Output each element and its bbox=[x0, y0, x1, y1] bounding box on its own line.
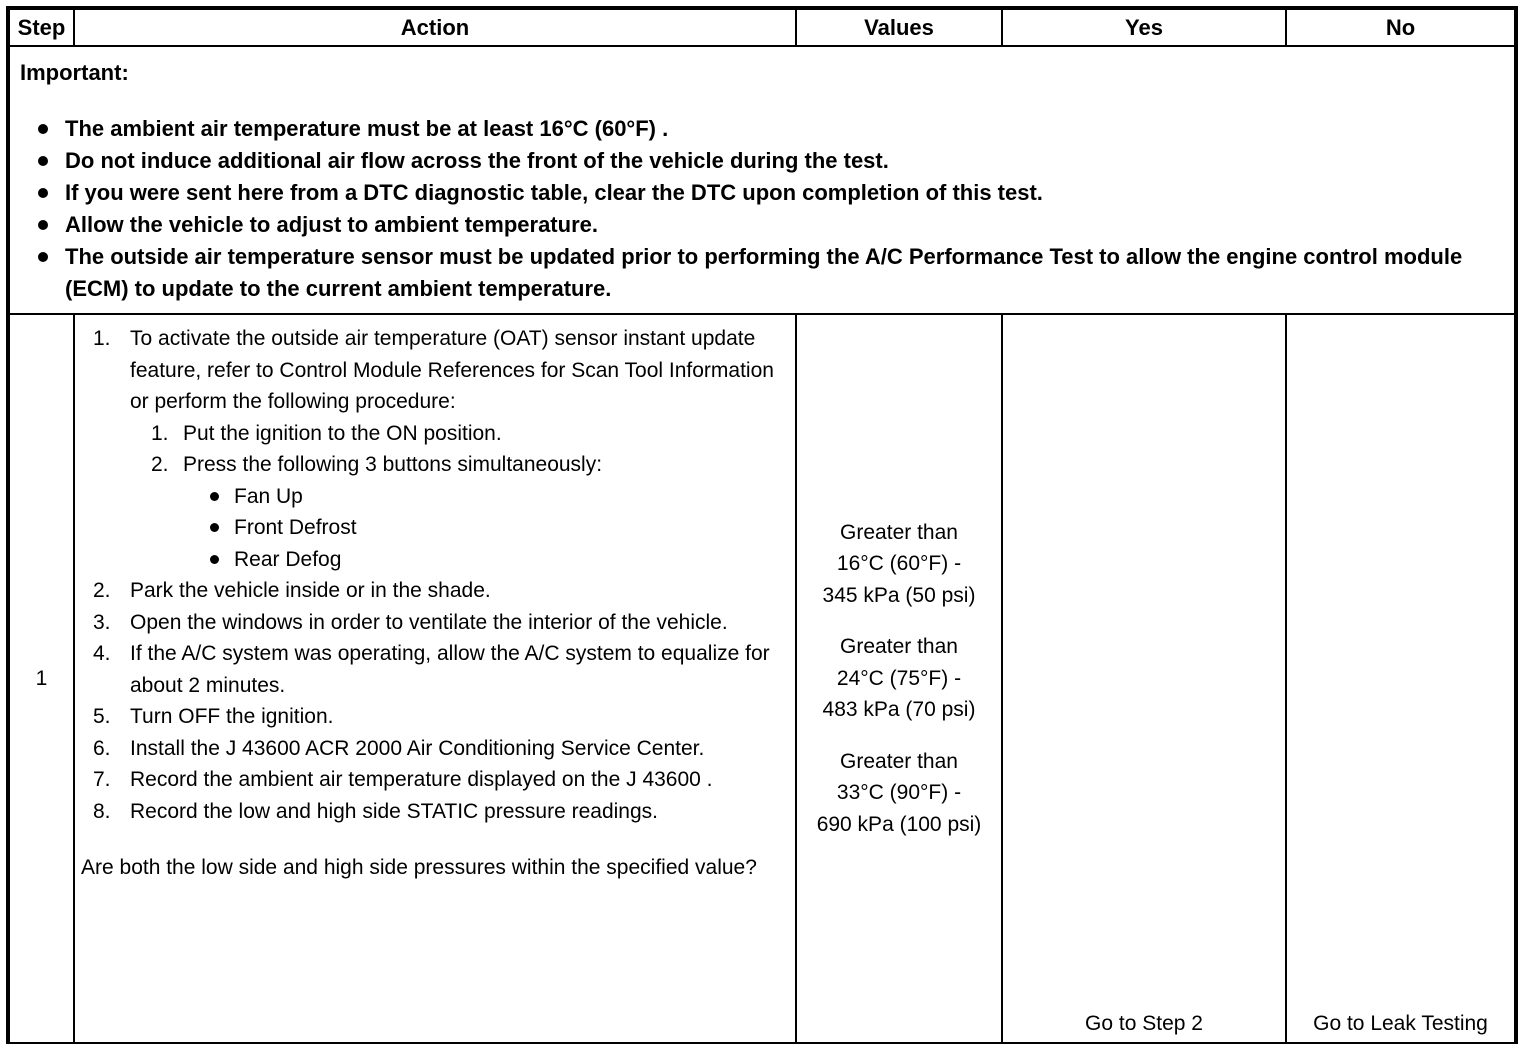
bullet-icon bbox=[210, 555, 219, 564]
important-bullet-item bbox=[20, 177, 1502, 209]
value-line: 24°C (75°F) - bbox=[836, 666, 962, 690]
important-bullet-item bbox=[20, 113, 1502, 145]
action-step-text: Park the vehicle inside or in the shade. bbox=[130, 579, 491, 602]
important-bullet-text: If you were sent here from a DTC diagnostic table, clear the DTC upon completion of this test. bbox=[65, 180, 1043, 205]
important-bullet-text: The ambient air temperature must be at least 16°C (60°F) . bbox=[65, 116, 669, 141]
action-sub-text: Press the following 3 buttons simultaneously: bbox=[183, 453, 603, 476]
important-bullet-item bbox=[20, 241, 1502, 305]
bullet-icon bbox=[38, 156, 48, 166]
column-header-yes: Yes bbox=[1002, 8, 1286, 46]
value-line: 345 kPa (50 psi) bbox=[822, 583, 976, 607]
action-question: Are both the low side and high side pressures within the specified value? bbox=[81, 856, 757, 879]
action-step-item bbox=[93, 575, 787, 607]
action-step-item bbox=[93, 638, 787, 701]
important-bullet-text: Allow the vehicle to adjust to ambient temperature. bbox=[65, 212, 598, 237]
values-cell bbox=[796, 314, 1002, 1044]
list-number: 2. bbox=[151, 453, 169, 476]
action-step-text: Record the ambient air temperature displayed on the J 43600 . bbox=[130, 768, 713, 791]
value-line: Greater than bbox=[840, 749, 958, 773]
important-bullet-text: Do not induce additional air flow across the front of the vehicle during the test. bbox=[65, 148, 889, 173]
action-step-text: Open the windows in order to ventilate the interior of the vehicle. bbox=[130, 610, 728, 634]
action-step-item bbox=[93, 701, 787, 733]
list-number: 2. bbox=[93, 579, 111, 602]
important-cell bbox=[8, 46, 1516, 314]
value-spec-group bbox=[799, 746, 999, 841]
list-number: 1. bbox=[93, 327, 111, 350]
bullet-icon bbox=[210, 523, 219, 532]
action-step-text: To activate the outside air temperature (OAT) sensor instant update feature, refer to Control Module References for Scan Tool Information or perform the following procedure: bbox=[130, 327, 774, 413]
button-bullet-item bbox=[210, 481, 787, 513]
value-line: 690 kPa (100 psi) bbox=[816, 812, 982, 836]
important-bullet-item bbox=[20, 209, 1502, 241]
bullet-icon bbox=[38, 124, 48, 134]
value-line: Greater than bbox=[840, 635, 958, 659]
step-number-cell: 1 bbox=[8, 314, 74, 1044]
action-step-text: If the A/C system was operating, allow the A/C system to equalize for about 2 minutes. bbox=[130, 642, 770, 697]
action-step-item bbox=[93, 607, 787, 639]
list-number: 1. bbox=[151, 421, 169, 445]
action-step-item bbox=[93, 764, 787, 796]
action-sub-list bbox=[151, 418, 787, 576]
action-step-item bbox=[93, 733, 787, 765]
action-sub-body bbox=[183, 449, 787, 575]
list-number: 7. bbox=[93, 768, 111, 791]
list-number: 8. bbox=[93, 799, 111, 823]
button-bullet-list bbox=[210, 481, 787, 576]
button-bullet-item bbox=[210, 544, 787, 576]
list-number: 4. bbox=[93, 642, 111, 665]
diagnostic-table bbox=[6, 6, 1518, 1044]
action-sub-item bbox=[151, 449, 787, 575]
action-sub-item bbox=[151, 418, 787, 450]
important-bullet-text: The outside air temperature sensor must be updated prior to performing the A/C Performance Test to allow the engine control module (ECM) to update to the current ambient temperature. bbox=[65, 244, 1463, 301]
action-step-text: Install the J 43600 ACR 2000 Air Conditioning Service Center. bbox=[130, 736, 705, 760]
column-header-values: Values bbox=[796, 8, 1002, 46]
action-sub-text: Put the ignition to the ON position. bbox=[183, 421, 502, 445]
no-result-text: Go to Leak Testing bbox=[1313, 1012, 1488, 1035]
value-spec-group bbox=[799, 631, 999, 726]
button-label: Front Defrost bbox=[234, 516, 357, 539]
action-step-text: Turn OFF the ignition. bbox=[130, 705, 334, 728]
value-line: 33°C (90°F) - bbox=[836, 781, 962, 805]
value-line: 483 kPa (70 psi) bbox=[822, 698, 976, 722]
action-step-body bbox=[130, 323, 787, 575]
column-header-action: Action bbox=[74, 8, 796, 46]
important-bullet-item bbox=[20, 145, 1502, 177]
column-header-no: No bbox=[1286, 8, 1516, 46]
bullet-icon bbox=[38, 188, 48, 198]
list-number: 6. bbox=[93, 736, 111, 760]
table-header-row bbox=[8, 8, 1516, 46]
action-cell bbox=[74, 314, 796, 1044]
value-spec-group bbox=[799, 517, 999, 612]
bullet-icon bbox=[38, 252, 48, 262]
button-bullet-item bbox=[210, 512, 787, 544]
important-bullet-list bbox=[20, 113, 1502, 305]
action-step-item bbox=[93, 796, 787, 828]
list-number: 5. bbox=[93, 705, 111, 728]
action-step-text: Record the low and high side STATIC pressure readings. bbox=[130, 799, 658, 823]
no-cell bbox=[1286, 314, 1516, 1044]
step-1-row bbox=[8, 314, 1516, 1044]
action-step-item bbox=[93, 323, 787, 575]
bullet-icon bbox=[38, 220, 48, 230]
list-number: 3. bbox=[93, 610, 111, 634]
important-label: Important: bbox=[20, 60, 129, 85]
action-numbered-list bbox=[93, 323, 787, 827]
yes-result-text: Go to Step 2 bbox=[1085, 1012, 1203, 1035]
bullet-icon bbox=[210, 492, 219, 501]
button-label: Fan Up bbox=[234, 484, 303, 508]
value-line: Greater than bbox=[840, 520, 958, 544]
yes-cell bbox=[1002, 314, 1286, 1044]
column-header-step: Step bbox=[8, 8, 74, 46]
value-line: 16°C (60°F) - bbox=[836, 552, 962, 576]
important-row bbox=[8, 46, 1516, 314]
button-label: Rear Defog bbox=[234, 547, 342, 571]
